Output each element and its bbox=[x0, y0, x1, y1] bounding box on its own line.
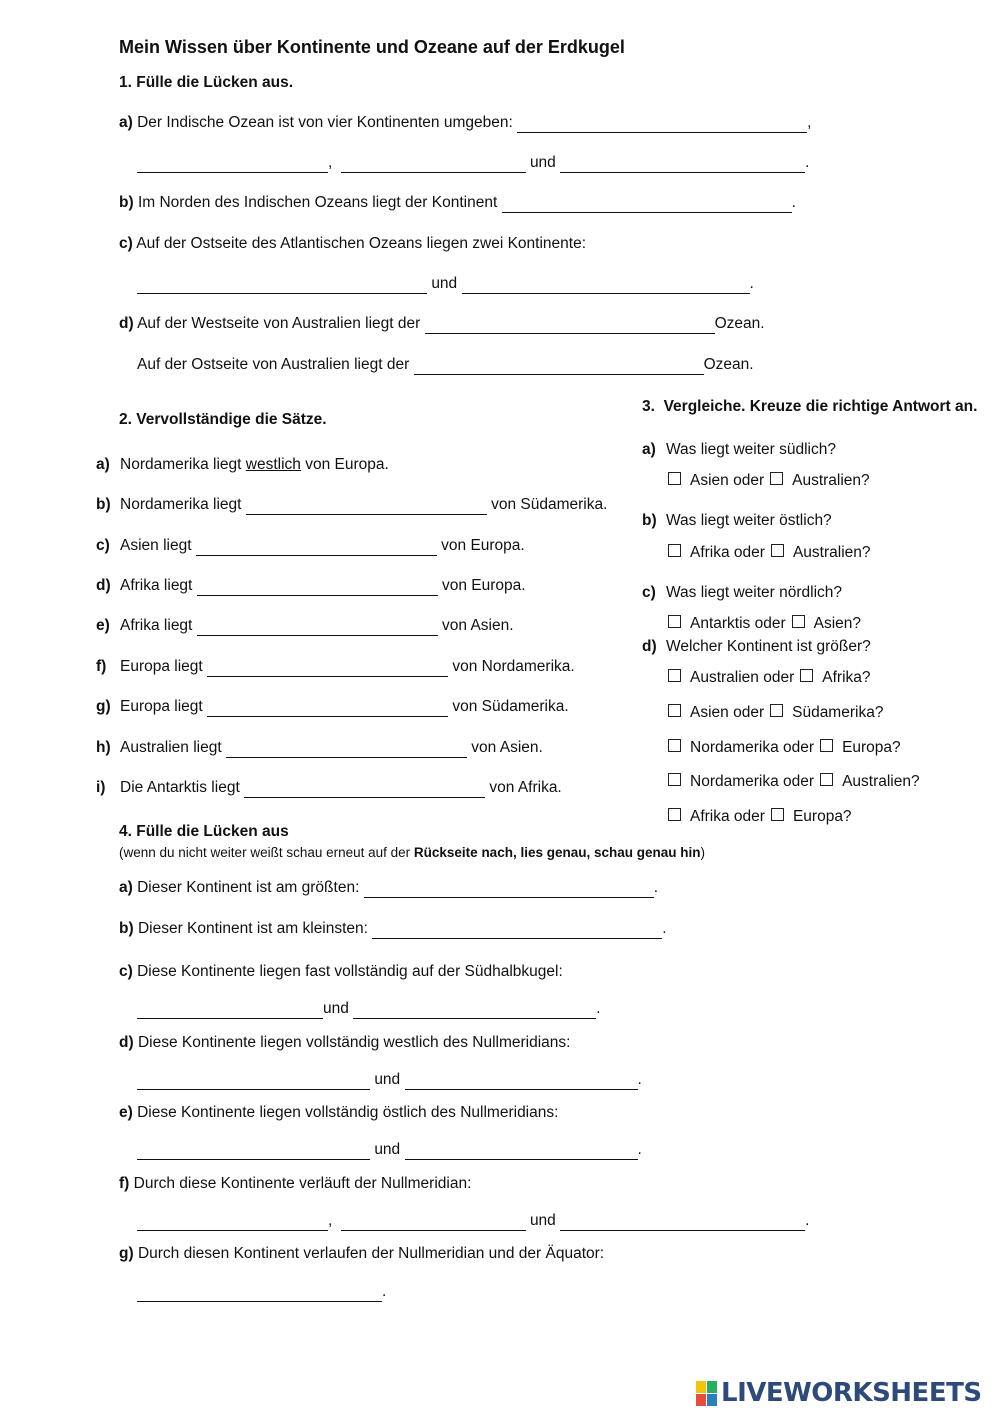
s2-answer-input[interactable] bbox=[207, 700, 448, 717]
s2-item bbox=[96, 658, 575, 677]
s2-item-post: von Afrika. bbox=[489, 779, 562, 796]
s1-c-answer-1[interactable] bbox=[137, 277, 427, 294]
note-bold-text: Rückseite nach, lies genau, schau genau hin bbox=[413, 845, 701, 860]
s2-answer-input[interactable] bbox=[197, 579, 438, 596]
s2-item-pre: Australien liegt bbox=[120, 739, 222, 756]
section-4-heading: 4. Fülle die Lücken aus bbox=[119, 823, 289, 840]
s3-option-1: Australien oder bbox=[690, 669, 795, 686]
s2-item-label: d) bbox=[96, 577, 111, 594]
s2-item bbox=[96, 456, 389, 474]
s2-answer-input[interactable] bbox=[226, 741, 467, 758]
s3-option-row bbox=[668, 472, 870, 490]
s2-item-label: c) bbox=[96, 537, 110, 554]
s2-item bbox=[96, 496, 607, 515]
page-title: Mein Wissen über Kontinente und Ozeane auf der Erdkugel bbox=[119, 37, 625, 57]
s2-answer-input[interactable] bbox=[197, 619, 438, 636]
s4-g-answer[interactable] bbox=[137, 1285, 382, 1302]
s1-a-answer-4[interactable] bbox=[560, 156, 805, 173]
s4-f-answer-3[interactable] bbox=[560, 1214, 805, 1231]
s1-a-text: Der Indische Ozean ist von vier Kontinenten umgeben: bbox=[137, 114, 513, 131]
s2-item-post: von Südamerika. bbox=[491, 496, 608, 513]
s4-question-a bbox=[119, 879, 658, 898]
s4-c-answer-2[interactable] bbox=[353, 1002, 596, 1019]
comma: , bbox=[328, 154, 333, 171]
s3-question bbox=[642, 638, 871, 656]
liveworksheets-logo bbox=[696, 1378, 982, 1408]
s3-question-label: c) bbox=[642, 584, 656, 601]
s3-option-1: Asien oder bbox=[690, 704, 765, 721]
s3-question-label: d) bbox=[642, 638, 657, 655]
logo-mark-icon bbox=[696, 1381, 717, 1406]
s2-example-answer: westlich bbox=[245, 456, 301, 473]
s2-item bbox=[96, 698, 569, 717]
s1-question-d-line2 bbox=[137, 356, 754, 375]
comma: , bbox=[328, 1212, 333, 1229]
s3-option-2: Afrika? bbox=[822, 669, 871, 686]
checkbox[interactable] bbox=[668, 808, 681, 821]
s4-g-text: Durch diesen Kontinent verlaufen der Nullmeridian und der Äquator: bbox=[137, 1245, 605, 1262]
s1-a-answer-1[interactable] bbox=[517, 116, 807, 133]
s3-option-row bbox=[668, 615, 861, 633]
und-text: und bbox=[529, 154, 556, 171]
s2-answer-input[interactable] bbox=[196, 539, 437, 556]
s4-question-e bbox=[119, 1104, 558, 1122]
s3-option-row bbox=[668, 739, 901, 757]
s1-c-text: Auf der Ostseite des Atlantischen Ozeans liegen zwei Kontinente: bbox=[136, 235, 587, 252]
s3-question-text: Welcher Kontinent ist größer? bbox=[666, 638, 871, 655]
section-4-note bbox=[119, 845, 705, 860]
s3-question-text: Was liegt weiter südlich? bbox=[666, 441, 836, 458]
und-text: und bbox=[431, 275, 458, 292]
s1-a-answer-2[interactable] bbox=[137, 156, 328, 173]
s2-item bbox=[96, 537, 525, 556]
s2-item-post: von Europa. bbox=[442, 577, 526, 594]
s3-question bbox=[642, 584, 842, 602]
s1-c-label: c) bbox=[119, 235, 133, 252]
s4-d-text: Diese Kontinente liegen vollständig westlich des Nullmeridians: bbox=[137, 1034, 571, 1051]
s1-question-c bbox=[119, 235, 586, 253]
s3-option-row bbox=[668, 669, 871, 687]
s4-question-b bbox=[119, 920, 667, 939]
s4-e-text: Diese Kontinente liegen vollständig östlich des Nullmeridians: bbox=[137, 1104, 559, 1121]
s2-answer-input[interactable] bbox=[244, 781, 485, 798]
section-2-heading: 2. Vervollständige die Sätze. bbox=[119, 411, 327, 428]
s3-option-2: Australien? bbox=[842, 773, 920, 790]
s2-item-pre: Nordamerika liegt bbox=[120, 496, 242, 513]
s2-item-pre: Nordamerika liegt bbox=[120, 456, 242, 473]
s4-d-answer-1[interactable] bbox=[137, 1073, 370, 1090]
checkbox[interactable] bbox=[668, 704, 681, 717]
s4-g-label: g) bbox=[119, 1245, 134, 1262]
s3-option-1: Nordamerika oder bbox=[690, 773, 815, 790]
s2-item-pre: Europa liegt bbox=[120, 658, 203, 675]
s3-option-2: Asien? bbox=[813, 615, 862, 632]
s3-question-label: b) bbox=[642, 512, 657, 529]
s4-e-answer-2[interactable] bbox=[405, 1143, 638, 1160]
s3-option-2: Europa? bbox=[842, 739, 901, 756]
checkbox[interactable] bbox=[820, 773, 833, 786]
s2-item-label: i) bbox=[96, 779, 106, 796]
s2-answer-input[interactable] bbox=[207, 660, 448, 677]
logo-text: LIVEWORKSHEETS bbox=[721, 1378, 982, 1408]
s3-option-1: Antarktis oder bbox=[690, 615, 786, 632]
s4-c-answer-1[interactable] bbox=[137, 1002, 323, 1019]
period: . bbox=[805, 154, 810, 171]
s4-a-label: a) bbox=[119, 879, 133, 896]
checkbox[interactable] bbox=[770, 704, 783, 717]
s1-b-answer[interactable] bbox=[502, 196, 792, 213]
s4-question-c-line2 bbox=[137, 1000, 601, 1019]
s4-question-c bbox=[119, 963, 563, 981]
s2-item-post: von Nordamerika. bbox=[452, 658, 575, 675]
s4-c-text: Diese Kontinente liegen fast vollständig auf der Südhalbkugel: bbox=[137, 963, 563, 980]
s2-answer-input[interactable] bbox=[246, 498, 487, 515]
ozean-text: Ozean. bbox=[703, 356, 754, 373]
s2-item-post: von Asien. bbox=[471, 739, 543, 756]
s2-item-post: von Europa. bbox=[305, 456, 389, 473]
s1-d-answer-1[interactable] bbox=[425, 317, 715, 334]
comma: , bbox=[807, 114, 812, 131]
s4-f-label: f) bbox=[119, 1175, 130, 1192]
checkbox[interactable] bbox=[820, 739, 833, 752]
s3-option-2: Europa? bbox=[792, 808, 852, 825]
section-3-title: Vergleiche. Kreuze die richtige Antwort an. bbox=[663, 398, 978, 415]
checkbox[interactable] bbox=[668, 739, 681, 752]
s1-question-b bbox=[119, 194, 796, 213]
s4-c-label: c) bbox=[119, 963, 133, 980]
s4-d-label: d) bbox=[119, 1034, 134, 1051]
s2-item-pre: Afrika liegt bbox=[120, 617, 193, 634]
s1-a-answer-3[interactable] bbox=[341, 156, 526, 173]
checkbox[interactable] bbox=[668, 472, 681, 485]
s1-question-c-line2 bbox=[137, 275, 754, 294]
s1-b-text: Im Norden des Indischen Ozeans liegt der Kontinent bbox=[137, 194, 498, 211]
s3-option-row bbox=[668, 704, 883, 722]
note-close: ) bbox=[700, 845, 705, 860]
checkbox[interactable] bbox=[668, 773, 681, 786]
s2-item-label: b) bbox=[96, 496, 111, 513]
und-text: und bbox=[529, 1212, 556, 1229]
s3-option-2: Südamerika? bbox=[792, 704, 884, 721]
s1-a-label: a) bbox=[119, 114, 133, 131]
s2-item-pre: Asien liegt bbox=[120, 537, 192, 554]
s4-question-f bbox=[119, 1175, 471, 1193]
section-3-number: 3. bbox=[642, 398, 655, 415]
s1-question-a-line2 bbox=[137, 154, 809, 173]
s3-option-1: Afrika oder bbox=[690, 544, 765, 561]
checkbox[interactable] bbox=[668, 615, 681, 628]
s1-d-answer-2[interactable] bbox=[414, 358, 704, 375]
s4-b-label: b) bbox=[119, 920, 134, 937]
s2-item-pre: Afrika liegt bbox=[120, 577, 193, 594]
period: . bbox=[637, 1141, 642, 1158]
s4-d-answer-2[interactable] bbox=[405, 1073, 638, 1090]
s4-b-answer[interactable] bbox=[372, 922, 662, 939]
s2-item-post: von Südamerika. bbox=[452, 698, 569, 715]
s2-item-label: h) bbox=[96, 739, 111, 756]
s3-question bbox=[642, 441, 836, 459]
s4-question-e-line2 bbox=[137, 1141, 642, 1160]
period: . bbox=[596, 1000, 601, 1017]
und-text: und bbox=[374, 1071, 401, 1088]
checkbox[interactable] bbox=[668, 544, 681, 557]
s2-item bbox=[96, 577, 526, 596]
s1-c-answer-2[interactable] bbox=[462, 277, 750, 294]
period: . bbox=[662, 920, 667, 937]
period: . bbox=[637, 1071, 642, 1088]
s1-question-a bbox=[119, 114, 811, 133]
s4-e-answer-1[interactable] bbox=[137, 1143, 370, 1160]
s4-question-g-line2 bbox=[137, 1283, 386, 1302]
s4-f-answer-1[interactable] bbox=[137, 1214, 328, 1231]
s2-item-label: f) bbox=[96, 658, 107, 675]
note-text: (wenn du nicht weiter weißt schau erneut auf der bbox=[119, 845, 414, 860]
s3-option-row bbox=[668, 773, 920, 791]
s4-e-label: e) bbox=[119, 1104, 133, 1121]
s2-item bbox=[96, 739, 543, 758]
s3-question-text: Was liegt weiter nördlich? bbox=[666, 584, 843, 601]
s2-item bbox=[96, 617, 514, 636]
s2-item-label: e) bbox=[96, 617, 110, 634]
s3-option-1: Afrika oder bbox=[690, 808, 765, 825]
s4-f-text: Durch diese Kontinente verläuft der Nullmeridian: bbox=[133, 1175, 472, 1192]
checkbox[interactable] bbox=[792, 615, 805, 628]
s3-option-1: Nordamerika oder bbox=[690, 739, 815, 756]
s4-question-d-line2 bbox=[137, 1071, 642, 1090]
s3-option-row bbox=[668, 808, 852, 826]
und-text: und bbox=[323, 1000, 349, 1017]
checkbox[interactable] bbox=[771, 544, 784, 557]
s3-question bbox=[642, 512, 832, 530]
s2-item-post: von Asien. bbox=[442, 617, 514, 634]
s2-item-post: von Europa. bbox=[441, 537, 525, 554]
s3-question-label: a) bbox=[642, 441, 656, 458]
s1-question-d bbox=[119, 315, 765, 334]
s2-item-label: g) bbox=[96, 698, 111, 715]
s3-option-2: Australien? bbox=[792, 544, 871, 561]
s1-b-label: b) bbox=[119, 194, 134, 211]
s4-question-g bbox=[119, 1245, 604, 1263]
checkbox[interactable] bbox=[771, 808, 784, 821]
s1-d-text-2: Auf der Ostseite von Australien liegt der bbox=[137, 356, 410, 373]
checkbox[interactable] bbox=[668, 669, 681, 682]
s1-d-text-1: Auf der Westseite von Australien liegt der bbox=[137, 315, 421, 332]
section-3-heading bbox=[642, 398, 977, 416]
s4-a-answer[interactable] bbox=[364, 881, 654, 898]
checkbox[interactable] bbox=[770, 472, 783, 485]
period: . bbox=[805, 1212, 810, 1229]
s3-question-text: Was liegt weiter östlich? bbox=[666, 512, 832, 529]
s2-item-label: a) bbox=[96, 456, 110, 473]
s2-item-pre: Die Antarktis liegt bbox=[120, 779, 240, 796]
period: . bbox=[382, 1283, 387, 1300]
s4-b-text: Dieser Kontinent ist am kleinsten: bbox=[137, 920, 368, 937]
period: . bbox=[791, 194, 796, 211]
s3-option-2: Australien? bbox=[792, 472, 870, 489]
s4-question-d bbox=[119, 1034, 570, 1052]
s2-item-pre: Europa liegt bbox=[120, 698, 203, 715]
s3-option-1: Asien oder bbox=[690, 472, 765, 489]
ozean-text: Ozean. bbox=[714, 315, 765, 332]
s4-a-text: Dieser Kontinent ist am größten: bbox=[137, 879, 360, 896]
checkbox[interactable] bbox=[800, 669, 813, 682]
period: . bbox=[653, 879, 659, 896]
und-text: und bbox=[374, 1141, 401, 1158]
period: . bbox=[749, 275, 754, 292]
section-1-heading: 1. Fülle die Lücken aus. bbox=[119, 74, 293, 91]
s2-item bbox=[96, 779, 562, 798]
s3-option-row bbox=[668, 544, 871, 562]
s1-d-label: d) bbox=[119, 315, 134, 332]
s4-question-f-line2 bbox=[137, 1212, 809, 1231]
s4-f-answer-2[interactable] bbox=[341, 1214, 526, 1231]
